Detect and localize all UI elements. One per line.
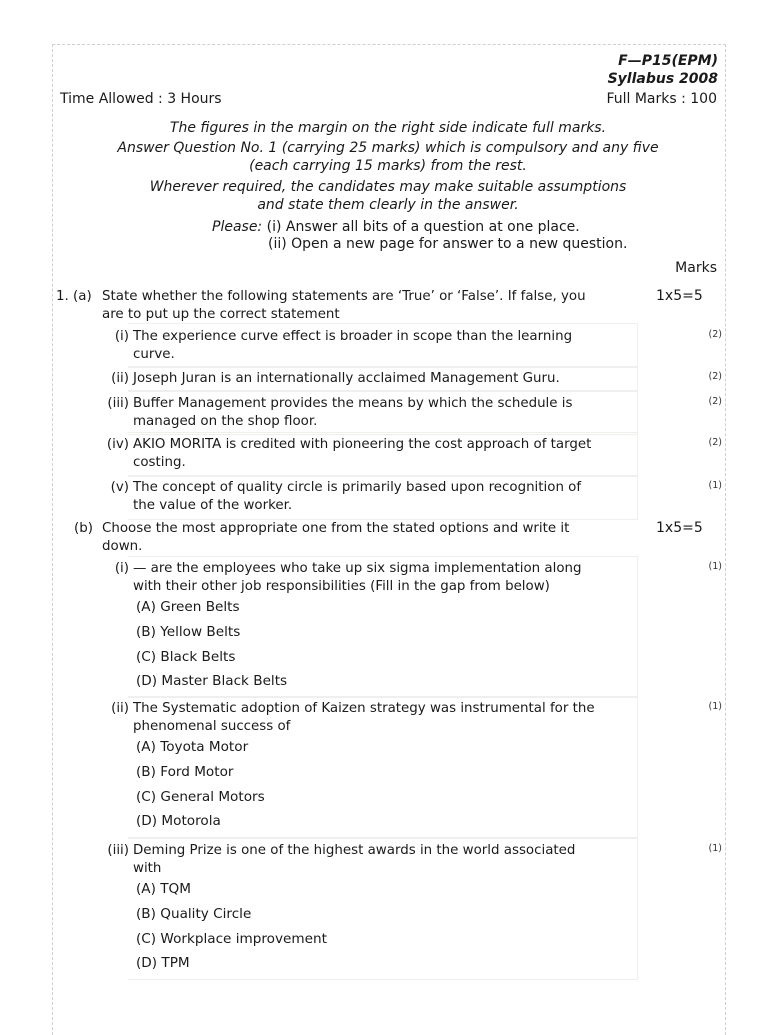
- mcq-option: (C) General Motors: [136, 789, 265, 805]
- item-text-line: the value of the worker.: [133, 497, 293, 513]
- item-number: (iii): [107, 843, 129, 858]
- item-text-line: costing.: [133, 454, 186, 470]
- item-marks: (2): [708, 329, 722, 340]
- item-text-line: phenomenal success of: [133, 718, 291, 734]
- mcq-option: (A) Green Belts: [136, 599, 240, 615]
- mcq-option: (D) Motorola: [136, 813, 221, 829]
- item-text: [133, 370, 629, 388]
- item-text-line: Buffer Management provides the means by which the schedule is: [133, 396, 573, 411]
- question-text: down.: [102, 538, 143, 554]
- item-number: (ii): [111, 701, 129, 716]
- paper-code-text: F—P15(EPM): [618, 53, 718, 69]
- mcq-option: (D) Master Black Belts: [136, 673, 288, 689]
- item-text-line: with their other job responsibilities (Fill in the gap from below): [133, 578, 550, 594]
- mcq-option: (C) Black Belts: [136, 649, 236, 665]
- item-text: [133, 479, 629, 514]
- mcq-option: (A) Toyota Motor: [136, 739, 249, 755]
- paper-code: [608, 52, 718, 88]
- item-marks: (1): [708, 701, 722, 712]
- item-text-line: AKIO MORITA is credited with pioneering the cost approach of target: [133, 437, 592, 452]
- please-label: Please:: [212, 219, 263, 235]
- item-marks: (2): [708, 396, 722, 407]
- item-text: [133, 560, 629, 595]
- item-text-line: managed on the shop floor.: [133, 413, 318, 429]
- item-text-line: with: [133, 860, 162, 876]
- instruction-line: and state them clearly in the answer.: [257, 197, 519, 213]
- item-marks: (1): [708, 561, 722, 572]
- mcq-option: (B) Quality Circle: [136, 906, 252, 922]
- mcq-option: (A) TQM: [136, 881, 191, 897]
- item-text-line: The experience curve effect is broader in scope than the learning: [133, 329, 573, 344]
- item-number: (v): [110, 480, 129, 495]
- item-text-line: Joseph Juran is an internationally acclaimed Management Guru.: [133, 371, 560, 386]
- mcq-option: (C) Workplace improvement: [136, 931, 327, 947]
- question-text: Choose the most appropriate one from the stated options and write it: [102, 521, 570, 536]
- item-text: [133, 700, 629, 735]
- mcq-option: (D) TPM: [136, 955, 190, 971]
- please-item: (ii) Open a new page for answer to a new question.: [268, 236, 628, 252]
- question-number: 1. (a): [56, 289, 92, 304]
- item-text: [133, 328, 629, 363]
- question-marks: 1x5=5: [656, 520, 703, 536]
- item-marks: (2): [708, 437, 722, 448]
- please-note: [212, 219, 627, 253]
- mcq-option: (B) Yellow Belts: [136, 624, 241, 640]
- item-marks: (1): [708, 480, 722, 491]
- instruction-line: The figures in the margin on the right side indicate full marks.: [169, 120, 607, 136]
- syllabus-text: Syllabus 2008: [607, 71, 718, 87]
- question-number: (b): [74, 521, 93, 536]
- mcq-option: (B) Ford Motor: [136, 764, 234, 780]
- item-number: (iv): [106, 437, 129, 452]
- item-text-line: Deming Prize is one of the highest awards in the world associated: [133, 843, 576, 858]
- item-text: [133, 395, 629, 430]
- item-text: [133, 436, 629, 471]
- question-text: State whether the following statements are ‘True’ or ‘False’. If false, you: [102, 289, 586, 304]
- full-marks: Full Marks : 100: [606, 91, 717, 107]
- item-text: [133, 842, 629, 877]
- item-text-line: The Systematic adoption of Kaizen strategy was instrumental for the: [133, 701, 595, 716]
- item-text-line: — are the employees who take up six sigma implementation along: [133, 561, 582, 576]
- instruction-line: Answer Question No. 1 (carrying 25 marks) which is compulsory and any five: [117, 140, 659, 156]
- time-allowed: Time Allowed : 3 Hours: [60, 91, 222, 107]
- instruction-line: Wherever required, the candidates may make suitable assumptions: [149, 179, 627, 195]
- item-number: (i): [114, 561, 129, 576]
- instruction-line: (each carrying 15 marks) from the rest.: [249, 158, 527, 174]
- item-marks: (2): [708, 371, 722, 382]
- question-text: are to put up the correct statement: [102, 306, 340, 322]
- item-text-line: The concept of quality circle is primarily based upon recognition of: [133, 480, 582, 495]
- item-text-line: curve.: [133, 346, 175, 362]
- please-item: (i) Answer all bits of a question at one place.: [266, 219, 580, 235]
- item-marks: (1): [708, 843, 722, 854]
- item-number: (ii): [111, 371, 129, 386]
- marks-column-header: Marks: [675, 260, 717, 276]
- item-number: (iii): [107, 396, 129, 411]
- item-number: (i): [114, 329, 129, 344]
- question-marks: 1x5=5: [656, 288, 703, 304]
